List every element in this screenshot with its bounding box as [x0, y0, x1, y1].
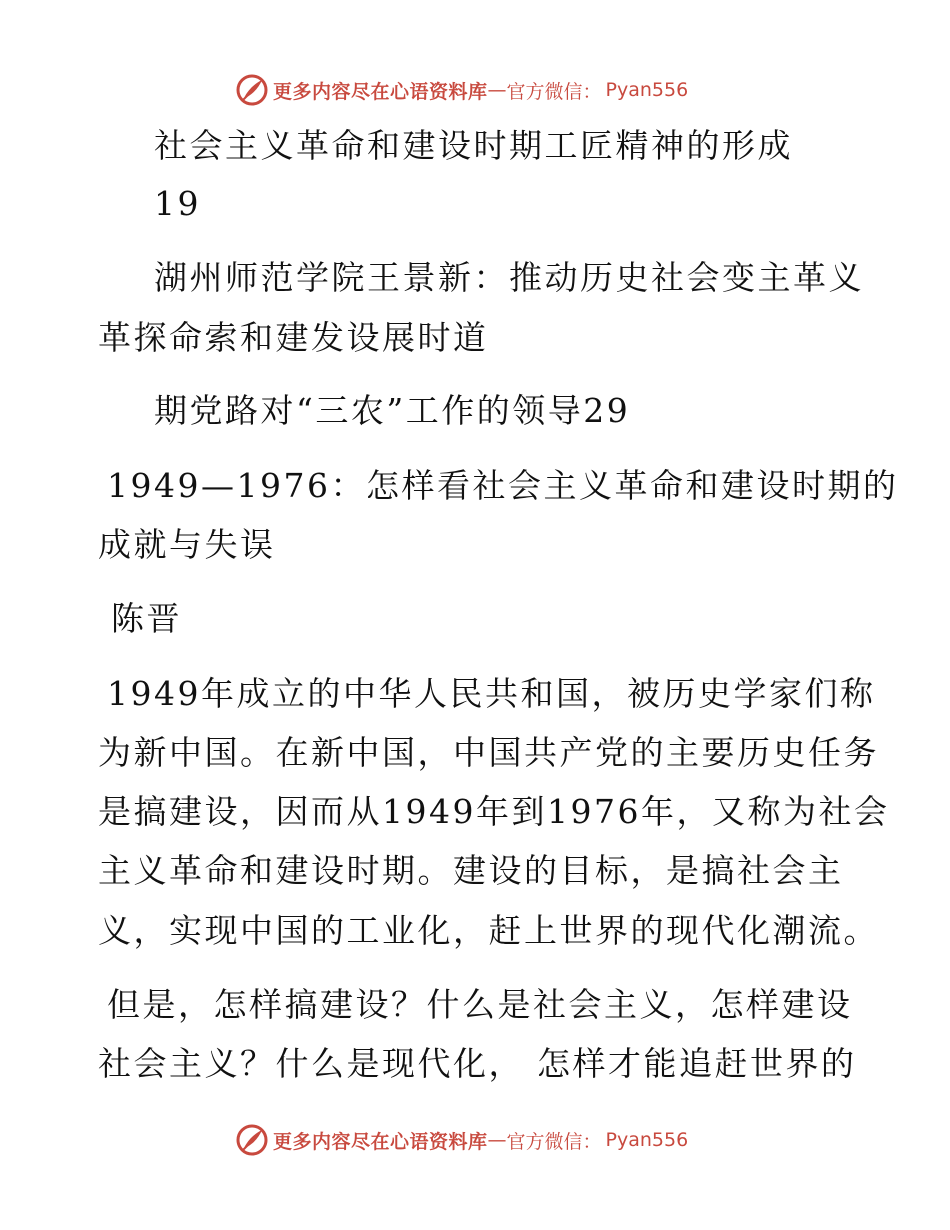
watermark-dash: — — [487, 1129, 507, 1151]
toc-entry-title: 社会主义革命和建设时期工匠精神的形成 — [154, 126, 793, 165]
watermark-footer — [235, 1123, 688, 1157]
article-title-cont: 成就与失误 — [98, 525, 276, 564]
paragraph-line: 社会主义？什么是现代化， 怎样才能追赶世界的 — [98, 1044, 857, 1083]
watermark-wechat-id: Pyan556 — [605, 1129, 689, 1151]
article-title: 1949—1976：怎样看社会主义革命和建设时期的 — [107, 466, 899, 505]
watermark-dash: — — [487, 79, 507, 101]
watermark-wechat-id: Pyan556 — [605, 79, 689, 101]
article-author: 陈晋 — [111, 599, 182, 638]
watermark-wechat-label: 官方微信： — [506, 80, 602, 103]
toc-entry-line: 革探命索和建发设展时道 — [98, 318, 489, 357]
quill-logo-icon — [235, 1123, 269, 1157]
quill-logo-icon — [235, 73, 269, 107]
paragraph-line: 但是，怎样搞建设？什么是社会主义，怎样建设 — [107, 985, 853, 1024]
watermark-header — [235, 73, 688, 107]
watermark-brand: 更多内容尽在心语资料库 — [273, 1130, 488, 1153]
paragraph-line: 1949年成立的中华人民共和国，被历史学家们称 — [107, 674, 876, 713]
paragraph-line: 义，实现中国的工业化，赶上世界的现代化潮流。 — [98, 911, 879, 950]
toc-entry-page: 19 — [154, 184, 201, 223]
watermark-wechat-label: 官方微信： — [506, 1130, 602, 1153]
paragraph-line: 是搞建设，因而从1949年到1976年，又称为社会 — [98, 792, 890, 831]
toc-entry-line: 期党路对“三农”工作的领导29 — [154, 391, 631, 430]
watermark-brand: 更多内容尽在心语资料库 — [273, 80, 488, 103]
paragraph-line: 主义革命和建设时期。建设的目标，是搞社会主 — [98, 851, 844, 890]
toc-entry-line: 湖州师范学院王景新：推动历史社会变主革义 — [154, 258, 864, 297]
paragraph-line: 为新中国。在新中国，中国共产党的主要历史任务 — [98, 733, 879, 772]
